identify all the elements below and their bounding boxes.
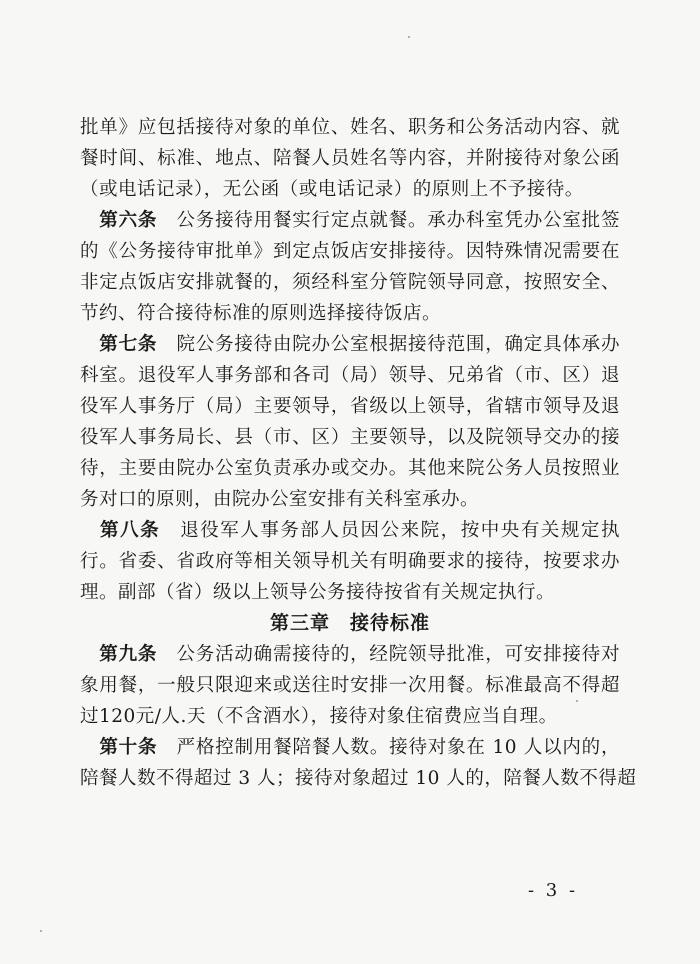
article-8-line: 行。省委、省政府等相关领导机关有明确要求的接待，按要求办 [80, 551, 620, 572]
scan-speck [408, 36, 410, 38]
article-6-text: 公务接待用餐实行定点就餐。承办科室凭办公室批签 [176, 210, 620, 231]
article-7-line [80, 329, 620, 360]
scan-speck [40, 930, 42, 932]
article-10-line [80, 732, 620, 763]
article-9-text: 公务活动确需接待的，经院领导批准，可安排接待对 [176, 644, 620, 665]
article-8-text: 退役军人事务部人员因公来院，按中央有关规定执 [180, 520, 620, 541]
article-10-text: 严格控制用餐陪餐人数。接待对象在 10 人以内的， [176, 737, 620, 758]
scan-speck [576, 700, 578, 702]
article-7-line: 役军人事务厅（局）主要领导，省级以上领导，省辖市领导及退 [80, 396, 620, 417]
article-10-title: 第十条 [99, 737, 158, 758]
article-8-line [80, 515, 620, 546]
chapter-heading: 第三章 接待标准 [269, 612, 430, 634]
article-7-title: 第七条 [99, 334, 158, 355]
paragraph-line: （或电话记录），无公函（或电话记录）的原则上不予接待。 [80, 179, 584, 200]
article-8-line: 理。副部（省）级以上领导公务接待按省有关规定执行。 [80, 582, 556, 603]
article-6-line: 节约、符合接待标准的原则选择接待饭店。 [80, 303, 442, 324]
article-9-line [80, 639, 620, 670]
page-number: - 3 - [528, 880, 579, 901]
article-6-title: 第六条 [99, 210, 158, 231]
document-body [80, 112, 637, 794]
article-7-line: 役军人事务局长、县（市、区）主要领导，以及院领导交办的接 [80, 427, 620, 448]
article-6-line: 的《公务接待审批单》到定点饭店安排接待。因特殊情况需要在 [80, 241, 620, 262]
article-7-line: 务对口的原则，由院办公室安排有关科室承办。 [80, 489, 480, 510]
article-10-line: 陪餐人数不得超过 3 人；接待对象超过 10 人的，陪餐人数不得超 [80, 768, 637, 789]
article-9-title: 第九条 [99, 644, 158, 665]
paragraph-line: 批单》应包括接待对象的单位、姓名、职务和公务活动内容、就 [80, 117, 620, 138]
article-6-line [80, 205, 620, 236]
paragraph-line: 餐时间、标准、地点、陪餐人员姓名等内容，并附接待对象公函 [80, 148, 620, 169]
article-9-line: 象用餐，一般只限迎来或送往时安排一次用餐。标准最高不得超 [80, 675, 620, 696]
article-7-line: 待，主要由院办公室负责承办或交办。其他来院公务人员按照业 [80, 458, 620, 479]
article-7-text: 院公务接待由院办公室根据接待范围，确定具体承办 [176, 334, 620, 355]
article-9-line: 过120元/人.天（不含酒水），接待对象住宿费应当自理。 [80, 706, 558, 727]
article-7-line: 科室。退役军人事务部和各司（局）领导、兄弟省（市、区）退 [80, 365, 620, 386]
article-6-line: 非定点饭店安排就餐的，须经科室分管院领导同意，按照安全、 [80, 272, 620, 293]
article-8-title: 第八条 [100, 520, 161, 541]
